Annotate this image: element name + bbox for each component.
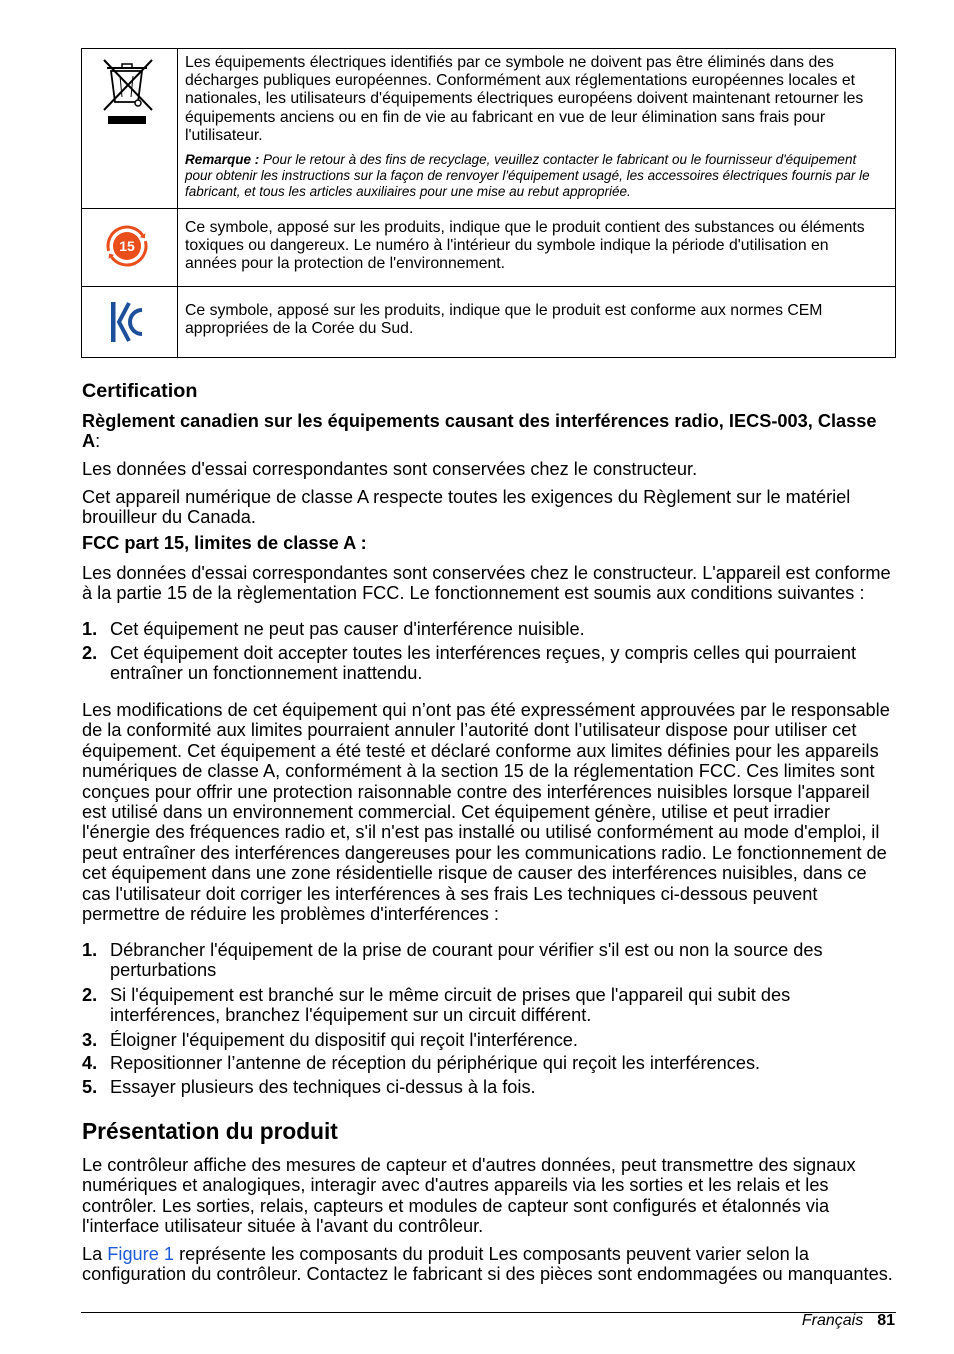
text-line: [82, 1244, 893, 1264]
text-line: équipements anciens ou en fin de vie au fabricant en vue de leur élimination sans frais pour: [185, 108, 826, 126]
certification-heading: Certification: [82, 380, 198, 402]
rohs-icon-number: 15: [119, 238, 135, 254]
canada-regulation-heading: [82, 412, 877, 451]
fcc-intro-paragraph: [82, 563, 891, 604]
text-line: appropriées de la Corée du Sud.: [185, 320, 414, 338]
text-line: cet équipement dans une zone résidentielle risque de causer des interférences nuisibles, dans ce: [82, 863, 867, 884]
fcc-heading: FCC part 15, limites de classe A :: [82, 533, 367, 553]
text-line: Ce symbole, apposé sur les produits, indique que le produit contient des substances ou éléments: [185, 219, 865, 236]
text-line: est utilisé dans un environnement commercial. Cet équipement génère, utilise et peut irradier: [82, 802, 831, 823]
class-letter: A: [82, 430, 96, 451]
list-number: 5.: [82, 1077, 98, 1097]
table-row-divider: [81, 286, 896, 287]
product-overview-paragraph-1: [82, 1155, 856, 1237]
china-rohs-efup-icon: [104, 223, 150, 269]
fcc-modifications-paragraph: [82, 700, 890, 924]
list-number: 2.: [82, 643, 98, 663]
list-item: [82, 619, 585, 639]
table-row-weee-note: [185, 152, 870, 200]
text-line: années pour la protection de l'environnement.: [185, 255, 506, 273]
text-line: permettre de réduire les problèmes d'interférences :: [82, 904, 499, 925]
list-number: 4.: [82, 1053, 98, 1073]
text-line: Le contrôleur affiche des mesures de capteur et d'autres données, peut transmettre des signaux: [82, 1155, 856, 1175]
text-line: Si l'équipement est branché sur le même circuit de prises que l'appareil qui subit des: [110, 985, 791, 1005]
text-line: numériques de classe A, conformément à la section 15 de la réglementation FCC. Ces limites sont: [82, 761, 875, 782]
text-line: Règlement canadien sur les équipements causant des interférences radio, IECS-003, Classe: [82, 411, 877, 431]
text-line: interférences, branchez l'équipement sur un circuit différent.: [110, 1005, 592, 1026]
table-row-weee-text: [185, 54, 863, 145]
table-row-kc-text: [185, 302, 822, 338]
text-line: Cet équipement doit accepter toutes les interférences reçues, y compris celles qui pourraient: [110, 643, 857, 663]
text-line: l'utilisateur.: [185, 126, 263, 144]
table-row-divider: [81, 208, 896, 209]
list-number: 1.: [82, 619, 98, 639]
footer-language: Français: [801, 1312, 864, 1329]
text-line: Cet appareil numérique de classe A respecte toutes les exigences du Règlement sur le matériel: [82, 487, 851, 507]
page-footer: [802, 1312, 895, 1330]
text-line: Les données d'essai correspondantes sont conservées chez le constructeur. L'appareil est conforme: [82, 563, 891, 583]
text-line: à la partie 15 de la règlementation FCC. Le fonctionnement est soumis aux conditions suivantes :: [82, 583, 865, 604]
weee-crossed-out-bin-icon: [98, 56, 158, 128]
text-line: conçues pour offrir une protection raisonnable contre des interférences nuisibles lorsque l'appareil: [82, 781, 870, 802]
text-line: brouilleur du Canada.: [82, 507, 256, 528]
text-line: de la conformité aux limites pourraient annuler l’autorité dont l’utilisateur dispose pour utiliser cet: [82, 720, 857, 741]
kc-mark-icon: [108, 299, 146, 345]
text-line: perturbations: [110, 960, 217, 981]
text-fragment: représente les composants du produit Les composants peuvent varier selon la: [179, 1244, 809, 1264]
text-line: cas l'utilisateur doit corriger les interférences à ses frais Les techniques ci-dessous peuvent: [82, 883, 818, 904]
text-line: fabricant, et tous les articles auxiliaires pour une mise au rebut appropriée.: [185, 184, 631, 199]
text-line: équipement. Cet équipement a été testé et déclaré conforme aux limites définies pour les appareils: [82, 740, 879, 761]
table-column-divider: [177, 48, 178, 358]
text-line: toxiques ou dangereux. Le numéro à l'intérieur du symbole indique la période d'utilisation en: [185, 237, 829, 255]
text-line: Les modifications de cet équipement qui n’ont pas été expressément approuvées par le responsable: [82, 700, 890, 720]
text-line: [82, 432, 877, 452]
text-line: Essayer plusieurs des techniques ci-dessus à la fois.: [110, 1077, 536, 1097]
list-item: [82, 1053, 760, 1073]
text-line: l'énergie des fréquences radio et, s'il n'est pas installé ou utilisé conformément au mode d'emploi, il: [82, 822, 880, 843]
text-line: Ce symbole, apposé sur les produits, indique que le produit est conforme aux normes CEM: [185, 302, 823, 319]
canada-paragraph-2: [82, 487, 850, 528]
product-overview-paragraph-2: [82, 1244, 893, 1285]
text-line: Les données d'essai correspondantes sont conservées chez le constructeur.: [82, 459, 698, 479]
text-line: nationales, les utilisateurs d'équipements électriques européens doivent maintenant retourner les: [185, 90, 864, 108]
list-item: [82, 643, 856, 684]
list-item: [82, 985, 790, 1026]
text-line: contrôler. Les sorties, relais, capteurs et modules de capteur sont configurés et étalonnés via: [82, 1195, 830, 1216]
text-line: décharges publiques européennes. Conformément aux réglementations européennes locales et: [185, 72, 856, 90]
list-item: [82, 1030, 578, 1050]
note-label: Remarque :: [185, 152, 260, 167]
figure-1-link[interactable]: Figure 1: [107, 1244, 175, 1264]
text-fragment: La: [82, 1244, 103, 1264]
text-line: entraîner un fonctionnement inattendu.: [110, 663, 423, 684]
text-line: peut entraîner des interférences dangereuses pour les communications radio. Le fonctionnement de: [82, 842, 887, 863]
text-line: [185, 152, 870, 168]
footer-divider: [81, 1312, 896, 1313]
list-number: 2.: [82, 985, 98, 1005]
text-line: numériques et analogiques, interagir avec d'autres appareils via les sorties et les relais et les: [82, 1175, 829, 1196]
text-line: configuration du contrôleur. Contactez le fabricant si des pièces sont endommagées ou manquantes.: [82, 1264, 893, 1285]
list-item: [82, 940, 823, 981]
list-item: [82, 1077, 536, 1097]
note-text: Pour le retour à des fins de recyclage, veuillez contacter le fabricant ou le fournisseur d'équipement: [263, 152, 857, 167]
product-overview-heading: Présentation du produit: [82, 1118, 338, 1144]
heading-colon: :: [95, 430, 101, 451]
text-line: Cet équipement ne peut pas causer d'interférence nuisible.: [110, 619, 585, 639]
text-line: Éloigner l'équipement du dispositif qui reçoit l'interférence.: [110, 1030, 578, 1050]
table-row-rohs-text: [185, 219, 865, 274]
text-line: Repositionner l’antenne de réception du périphérique qui reçoit les interférences.: [110, 1053, 761, 1073]
canada-paragraph-1: [82, 459, 697, 479]
list-number: 1.: [82, 940, 98, 960]
page-number: 81: [877, 1312, 895, 1329]
list-number: 3.: [82, 1030, 98, 1050]
text-line: Les équipements électriques identifiés par ce symbole ne doivent pas être éliminés dans des: [185, 54, 834, 71]
text-line: pour obtenir les instructions sur la façon de renvoyer l'équipement usagé, les accessoires électriques fournis par le: [185, 168, 870, 183]
text-line: Débrancher l'équipement de la prise de courant pour vérifier s'il est ou non la source des: [110, 940, 823, 960]
text-line: l'interface utilisateur située à l'avant du contrôleur.: [82, 1216, 484, 1237]
